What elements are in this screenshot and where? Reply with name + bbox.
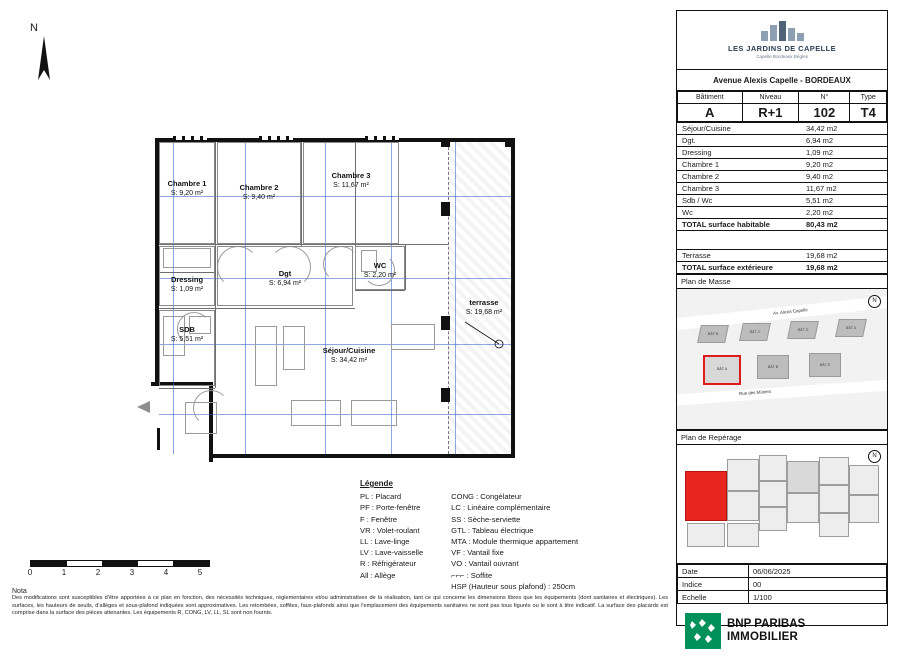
area-value: 2,20 m2	[803, 207, 887, 219]
unit-block	[759, 507, 787, 531]
table-row	[677, 135, 887, 147]
unit-block	[819, 485, 849, 513]
area-value: 6,94 m2	[803, 135, 887, 147]
unit-block	[759, 455, 787, 481]
room-area: S: 9,20 m²	[170, 190, 204, 197]
nota-text: Des modifications sont susceptibles d'être apportées à ce plan en fonction, des nécessités techniques, réglementaires et/ou administratives de la réalisation, tant ce qui concerne les dimensions libres que les équipements (dont sanitaires et électriques). Les surfaces, les hauteurs de seuils, d'allèges et sous-plafond indiquées sont approximatives. Les retombées, soffites, faux-plafonds ainsi que l'emplacement des équipements sanitaires ne sont pas tous figurés ou le sont à titre indicatif. La surface des placards est comprise dans la surface des pièces attenantes. Les équipements R, CONG, LV, LL, SL sont non fournis.	[12, 595, 668, 617]
unit-block	[727, 523, 759, 547]
table-row	[677, 207, 887, 219]
window-symbol	[365, 136, 399, 140]
project-name: LES JARDINS DE CAPELLE	[728, 44, 836, 53]
partition-wall	[215, 244, 216, 308]
table-row	[677, 250, 887, 262]
mass-block: BÂT A	[835, 319, 867, 337]
table-row	[678, 591, 887, 604]
identification-table	[677, 91, 887, 122]
area-value: 11,67 m2	[803, 183, 887, 195]
area-value: 1,09 m2	[803, 147, 887, 159]
area-label: Séjour/Cuisine	[677, 123, 803, 135]
plan-reperage-map	[677, 445, 887, 564]
area-label: Chambre 1	[677, 159, 803, 171]
room-chambre-2	[217, 142, 301, 244]
legend-title: Légende	[360, 479, 393, 488]
room-area: S: 5,51 m²	[170, 336, 204, 343]
compass-north-label: N	[30, 22, 38, 34]
area-label: Chambre 2	[677, 171, 803, 183]
mass-block: BÂT B	[757, 355, 789, 379]
room-area: S: 19,68 m²	[465, 309, 503, 316]
areas-table	[677, 122, 887, 231]
info-label-date: Date	[678, 565, 749, 578]
value-numero: 102	[799, 104, 850, 122]
info-value-echelle: 1/100	[749, 591, 887, 604]
room-name: terrasse	[469, 298, 499, 307]
legend	[360, 478, 670, 592]
bnp-wordmark	[727, 618, 805, 644]
highlighted-building	[703, 355, 741, 385]
legend-item: LL : Lave-linge	[360, 537, 410, 547]
entry-arrow-icon	[137, 400, 153, 414]
project-subtitle: Capelle Bordeaux Bègles	[756, 54, 808, 59]
value-batiment: A	[678, 104, 743, 122]
unit-block	[759, 481, 787, 507]
area-label: Chambre 3	[677, 183, 803, 195]
table-row	[677, 171, 887, 183]
bnp-stars-svg	[685, 613, 721, 649]
room-name: Chambre 3	[331, 171, 371, 180]
room-area: S: 11,67 m²	[333, 182, 369, 189]
room-sejour-cuisine	[251, 310, 447, 450]
unit-block	[819, 457, 849, 485]
room-area: S: 1,09 m²	[170, 286, 204, 293]
total-exterieure-label: TOTAL surface extérieure	[677, 262, 803, 274]
area-label: Wc	[677, 207, 803, 219]
table-row	[678, 578, 887, 591]
terrace-leader-line-icon	[465, 320, 505, 350]
legend-item: All : Allège	[360, 570, 396, 580]
info-value-indice: 00	[749, 578, 887, 591]
area-value: 9,40 m2	[803, 171, 887, 183]
window-symbol	[173, 136, 207, 140]
legend-column-right	[451, 491, 578, 592]
col-header-niveau: Niveau	[742, 92, 799, 104]
compass-needle-icon	[38, 36, 58, 82]
value-niveau: R+1	[742, 104, 799, 122]
unit-block	[819, 513, 849, 537]
scale-tick: 4	[163, 568, 169, 577]
value-type: T4	[850, 104, 887, 122]
room-name: Dressing	[170, 275, 204, 284]
bnp-line-2: IMMOBILIER	[727, 631, 798, 643]
scale-tick: 5	[197, 568, 203, 577]
room-area: S: 34,42 m²	[330, 357, 368, 364]
room-wc	[355, 246, 405, 290]
area-value: 5,51 m2	[803, 195, 887, 207]
table-row	[678, 565, 887, 578]
legend-item: ⌐⌐⌐ : Soffite	[451, 570, 493, 580]
info-value-date: 06/06/2025	[749, 565, 887, 578]
legend-item: PF : Porte-fenêtre	[360, 503, 421, 513]
room-name: Chambre 2	[239, 183, 279, 192]
legend-item: SS : Sèche-serviette	[451, 514, 521, 524]
area-value: 34,42 m2	[803, 123, 887, 135]
legend-item: F : Fenêtre	[360, 514, 398, 524]
room-chambre-3	[303, 142, 399, 244]
room-sdb	[159, 310, 215, 386]
legend-item: VF : Vantail fixe	[451, 548, 504, 558]
unit-block	[687, 523, 725, 547]
table-row	[677, 195, 887, 207]
unit-block	[727, 491, 759, 521]
legend-column-left	[360, 491, 423, 592]
plan-masse-title: Plan de Masse	[677, 274, 887, 289]
legend-item: R : Réfrigérateur	[360, 559, 417, 569]
street-name: Av. Alexis Capelle	[772, 307, 808, 316]
scale-tick: 3	[129, 568, 135, 577]
partition-wall	[215, 308, 216, 388]
unit-block	[849, 495, 879, 523]
spacer	[677, 231, 887, 249]
area-label: Dressing	[677, 147, 803, 159]
table-row-total-habitable	[677, 219, 887, 231]
table-row	[677, 147, 887, 159]
window-symbol	[259, 136, 293, 140]
partition-wall	[215, 142, 216, 246]
highlighted-apartment	[685, 471, 727, 521]
unit-block	[787, 461, 819, 493]
room-area: S: 2,20 m²	[363, 272, 397, 279]
area-value: 9,20 m2	[803, 159, 887, 171]
partition-wall	[301, 142, 302, 246]
unit-block	[787, 493, 819, 523]
mass-block: BÂT D	[787, 321, 819, 339]
title-block-panel	[676, 10, 888, 643]
masse-compass-icon: N	[868, 295, 881, 308]
legend-item: PL : Placard	[360, 492, 402, 502]
terrace-value: 19,68 m2	[803, 250, 887, 262]
table-row-total-exterieure	[677, 262, 887, 274]
room-name: Chambre 1	[167, 179, 207, 188]
room-chambre-1	[159, 142, 215, 244]
project-logo	[677, 11, 887, 70]
table-row	[677, 159, 887, 171]
total-habitable-value: 80,43 m2	[803, 219, 887, 231]
room-name: SDB	[179, 325, 195, 334]
total-exterieure-value: 19,68 m2	[803, 262, 887, 274]
unit-block	[727, 459, 759, 491]
mass-block-label: BÂT A	[716, 367, 728, 371]
area-label: Dgt.	[677, 135, 803, 147]
logo-mark-icon	[761, 21, 804, 41]
partition-wall	[355, 290, 405, 291]
structural-post	[441, 138, 450, 147]
street-name: Rue des Mûriers	[738, 388, 772, 397]
room-name: Séjour/Cuisine	[322, 346, 376, 355]
mass-block: BÂT C	[739, 323, 771, 341]
room-name: WC	[373, 261, 387, 270]
scale-bar	[27, 560, 210, 577]
plan-reperage-title: Plan de Repérage	[677, 430, 887, 445]
plan-masse-map	[677, 289, 887, 430]
legend-item: LC : Linéaire complémentaire	[451, 503, 551, 513]
legend-item: GTL : Tableau électrique	[451, 525, 534, 535]
apartment-floorplan	[155, 138, 515, 458]
table-row	[677, 183, 887, 195]
col-header-batiment: Bâtiment	[678, 92, 743, 104]
scale-tick: 0	[27, 568, 33, 577]
info-label-indice: Indice	[678, 578, 749, 591]
bnp-stars-icon	[685, 613, 721, 649]
legend-item: MTA : Module thermique appartement	[451, 537, 579, 547]
area-label: Sdb / Wc	[677, 195, 803, 207]
project-address: Avenue Alexis Capelle - BORDEAUX	[677, 70, 887, 91]
scale-tick: 1	[61, 568, 67, 577]
document-info-table	[677, 564, 887, 604]
compass	[30, 22, 70, 82]
info-label-echelle: Echelle	[678, 591, 749, 604]
legend-item: HSP (Hauteur sous plafond) : 250cm	[451, 581, 576, 591]
partition-wall	[159, 388, 215, 389]
legend-item: LV : Lave-vaisselle	[360, 548, 424, 558]
room-name: Dgt	[278, 269, 292, 278]
nota-title: Nota	[12, 588, 27, 595]
legend-item: VO : Vantail ouvrant	[451, 559, 519, 569]
nota-block	[12, 588, 668, 618]
mass-block: BÂT B	[697, 325, 729, 343]
room-dgt	[217, 246, 353, 306]
structural-post	[505, 138, 514, 147]
bnp-line-1: BNP PARIBAS	[727, 618, 806, 630]
col-header-type: Type	[850, 92, 887, 104]
room-area: S: 6,94 m²	[268, 280, 302, 287]
room-dressing	[159, 246, 215, 306]
reperage-compass-icon: N	[868, 450, 881, 463]
mass-block: BÂT E	[809, 353, 841, 377]
room-area: S: 9,40 m²	[242, 194, 276, 201]
bnp-paribas-logo	[677, 604, 887, 658]
col-header-numero: N°	[799, 92, 850, 104]
unit-block	[849, 465, 879, 495]
window-symbol	[157, 428, 161, 450]
scale-tick: 2	[95, 568, 101, 577]
terrace-label: Terrasse	[677, 250, 803, 262]
structural-post	[441, 202, 450, 216]
total-habitable-label: TOTAL surface habitable	[677, 219, 803, 231]
exterior-areas-table	[677, 249, 887, 274]
partition-wall	[405, 244, 406, 290]
legend-item: VR : Volet-roulant	[360, 525, 420, 535]
table-row	[677, 123, 887, 135]
legend-item: CONG : Congélateur	[451, 492, 522, 502]
entry-closet-symbol	[185, 402, 217, 434]
